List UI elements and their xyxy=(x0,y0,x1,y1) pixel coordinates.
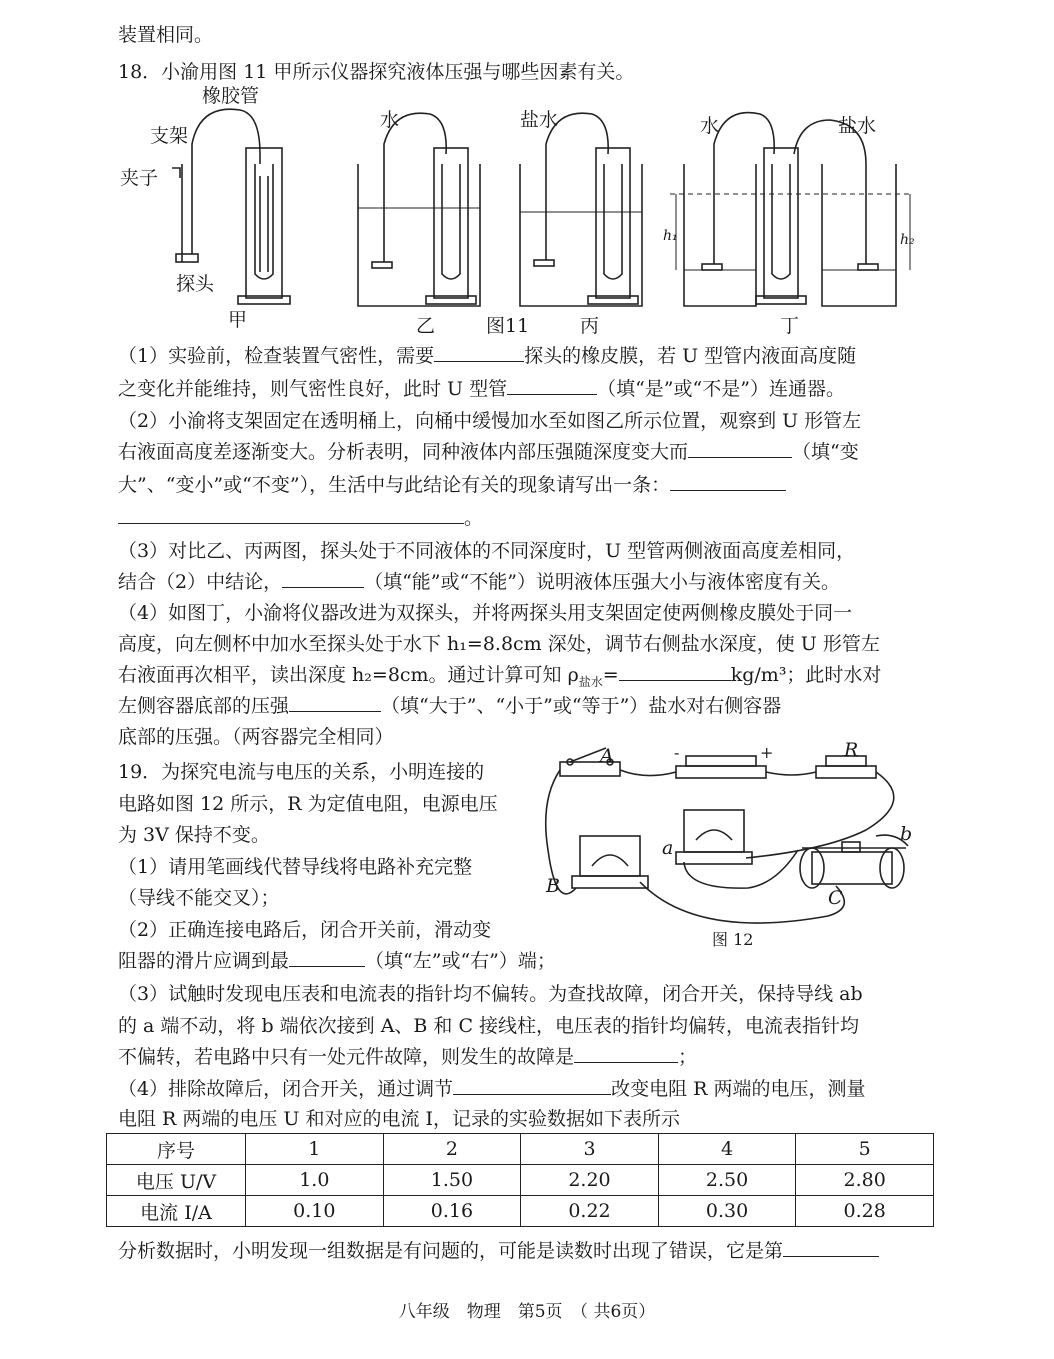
q19-part3-line3 xyxy=(118,1044,697,1070)
table-row xyxy=(107,1165,934,1196)
wire xyxy=(766,772,816,775)
table-cell: 0.16 xyxy=(383,1196,521,1227)
label-R: R xyxy=(844,740,859,761)
text: 结合（2）中结论， xyxy=(118,571,283,593)
q18-part4-line5: 底部的压强。（两容器完全相同） xyxy=(118,726,394,748)
figure12-caption: 图 12 xyxy=(712,930,754,949)
text: 不偏转，若电路中只有一处元件故障，则发生的故障是 xyxy=(118,1046,575,1068)
label-stand: 支架 xyxy=(150,125,189,147)
container-yi xyxy=(358,113,480,306)
q19-part3-line2: 的 a 端不动，将 b 端依次接到 A、B 和 C 接线柱，电压表的指针均偏转，电流表指针均 xyxy=(118,1015,860,1037)
table-cell: 电压 U/V xyxy=(107,1165,246,1196)
text: （填“变 xyxy=(792,441,859,463)
q18-part3-line1: （3）对比乙、丙两图，探头处于不同液体的不同深度时，U 型管两侧液面高度差相同， xyxy=(118,540,856,562)
label-h1: h₁ xyxy=(663,228,678,244)
container-bing xyxy=(520,113,642,306)
label-b: b xyxy=(900,823,913,845)
q19-part4-line2: 电阻 R 两端的电压 U 和对应的电流 I，记录的实验数据如下表所示 xyxy=(118,1108,681,1130)
text: 探头的橡皮膜，若 U 型管内液面高度随 xyxy=(524,345,857,367)
answer-blank-1[interactable] xyxy=(434,343,524,362)
table-cell: 序号 xyxy=(107,1134,246,1165)
q18-part2-line3 xyxy=(118,472,786,498)
answer-blank-10[interactable] xyxy=(453,1076,611,1095)
table-cell: 0.28 xyxy=(796,1196,934,1227)
table-cell: 2.20 xyxy=(521,1165,659,1196)
label-water-yi: 水 xyxy=(380,109,400,131)
text: （填“能”或“不能”）说明液体压强大小与液体密度有关。 xyxy=(364,571,840,593)
label-bing: 丙 xyxy=(580,315,600,336)
label-C: C xyxy=(828,887,843,909)
table-row xyxy=(107,1134,934,1165)
table-cell: 0.22 xyxy=(521,1196,659,1227)
table-cell: 1.0 xyxy=(246,1165,384,1196)
text: 分析数据时，小明发现一组数据是有问题的，可能是读数时出现了错误，它是第 xyxy=(118,1240,784,1262)
text: 左侧容器底部的压强 xyxy=(118,695,290,717)
label-B: B xyxy=(546,875,560,897)
text: 右液面高度差逐渐变大。分析表明，同种液体内部压强随深度变大而 xyxy=(118,441,689,463)
answer-blank-9[interactable] xyxy=(574,1044,678,1063)
text: 大”、“变小”或“不变”），生活中与此结论有关的现象请写出一条： xyxy=(118,474,671,496)
text: （1）实验前，检查装置气密性，需要 xyxy=(118,345,435,367)
answer-blank-4b[interactable] xyxy=(118,505,464,524)
q19-analysis-line xyxy=(118,1238,879,1264)
text: （填“左”或“右”）端； xyxy=(365,950,556,972)
text: ； xyxy=(678,1046,698,1068)
figure-caption: 图11 xyxy=(486,315,530,336)
q18-part1-line1 xyxy=(118,343,856,369)
label-probe: 探头 xyxy=(176,273,215,295)
text: 改变电阻 R 两端的电压，测量 xyxy=(611,1078,866,1100)
table-cell: 4 xyxy=(658,1134,796,1165)
text: （填“大于”、“小于”或“等于”）盐水对右侧容器 xyxy=(381,695,782,717)
table-cell: 2 xyxy=(383,1134,521,1165)
q18-part3-line2 xyxy=(118,569,840,595)
figure-12 xyxy=(536,740,936,952)
label-tube: 橡胶管 xyxy=(202,85,260,107)
container-ding xyxy=(670,113,910,306)
text: 之变化并能维持，则气密性良好，此时 U 型管 xyxy=(118,378,508,400)
q18-part2-line1: （2）小渝将支架固定在透明桶上，向桶中缓慢加水至如图乙所示位置，观察到 U 形管左 xyxy=(118,410,862,432)
label-plus: + xyxy=(760,743,774,762)
probe-icon xyxy=(176,254,198,262)
q19-line2: 电路如图 12 所示，R 为定值电阻，电源电压 xyxy=(118,793,498,815)
q19-part2-line2 xyxy=(118,948,556,974)
rubber-tube xyxy=(192,109,260,254)
text: 阻器的滑片应调到最 xyxy=(118,950,290,972)
label-a: a xyxy=(662,837,674,859)
answer-blank-5[interactable] xyxy=(282,569,364,588)
q19-line1: 19．为探究电流与电压的关系，小明连接的 xyxy=(118,761,485,783)
text: kg/m³；此时水对 xyxy=(730,664,882,686)
label-h2: h₂ xyxy=(900,232,915,248)
table-cell: 1.50 xyxy=(383,1165,521,1196)
table-cell: 3 xyxy=(521,1134,659,1165)
q18-part4-line4 xyxy=(118,693,781,719)
label-yi: 乙 xyxy=(416,315,436,336)
label-salt-bing: 盐水 xyxy=(520,109,559,131)
battery-icon xyxy=(676,756,766,778)
text: （4）排除故障后，闭合开关，通过调节 xyxy=(118,1078,454,1100)
q18-part2-line4 xyxy=(118,505,483,531)
table-cell: 1 xyxy=(246,1134,384,1165)
label-salt-ding: 盐水 xyxy=(838,115,877,137)
rheostat-icon xyxy=(800,842,906,888)
q19-part1-line2: （导线不能交叉）； xyxy=(118,887,280,909)
q18-part4-line1: （4）如图丁，小渝将仪器改进为双探头，并将两探头用支架固定使两侧橡皮膜处于同一 xyxy=(118,602,853,624)
q19-part4-line1 xyxy=(118,1076,865,1102)
table-cell: 2.50 xyxy=(658,1165,796,1196)
table-cell: 0.10 xyxy=(246,1196,384,1227)
label-clip: 夹子 xyxy=(120,167,159,189)
subscript: 盐水 xyxy=(578,674,603,689)
wire xyxy=(620,770,676,776)
q19-line3: 为 3V 保持不变。 xyxy=(118,824,270,846)
answer-blank-6[interactable] xyxy=(619,662,731,681)
answer-blank-11[interactable] xyxy=(783,1238,879,1257)
voltmeter-icon xyxy=(676,810,752,864)
label-ding: 丁 xyxy=(780,315,800,336)
answer-blank-3[interactable] xyxy=(688,439,792,458)
label-minus: - xyxy=(674,743,680,762)
figure-11 xyxy=(110,84,940,336)
table-cell: 电流 I/A xyxy=(107,1196,246,1227)
q18-part4-line3 xyxy=(118,662,881,695)
text: = xyxy=(602,664,619,686)
label-jia: 甲 xyxy=(228,309,248,331)
text: 右液面再次相平，读出深度 h₂=8cm。通过计算可知 ρ xyxy=(118,664,579,686)
q18-part4-line2: 高度，向左侧杯中加水至探头处于水下 h₁=8.8cm 深处，调节右侧盐水深度，使 U 形管左 xyxy=(118,633,880,655)
wire xyxy=(684,850,798,888)
answer-blank-2[interactable] xyxy=(507,376,597,395)
text: （填“是”或“不是”）连通器。 xyxy=(597,378,845,400)
data-table xyxy=(106,1133,934,1227)
label-water-ding: 水 xyxy=(700,115,720,137)
ammeter-icon xyxy=(572,836,648,888)
q18-title: 18．小渝用图 11 甲所示仪器探究液体压强与哪些因素有关。 xyxy=(118,61,635,83)
answer-blank-4[interactable] xyxy=(670,472,786,491)
text: 。 xyxy=(464,507,484,529)
q18-part1-line2 xyxy=(118,376,845,402)
wire xyxy=(746,772,894,858)
table-cell: 5 xyxy=(796,1134,934,1165)
clip-icon xyxy=(172,168,180,178)
table-cell: 2.80 xyxy=(796,1165,934,1196)
q19-part3-line1: （3）试触时发现电压表和电流表的指针均不偏转。为查找故障，闭合开关，保持导线 ab xyxy=(118,983,863,1005)
table-cell: 0.30 xyxy=(658,1196,796,1227)
continued-text: 装置相同。 xyxy=(118,24,214,46)
answer-blank-8[interactable] xyxy=(289,948,365,967)
q19-part2-line1: （2）正确连接电路后，闭合开关前，滑动变 xyxy=(118,919,492,941)
page-footer: 八年级 物理 第5页 （ 共6页） xyxy=(398,1302,656,1322)
q18-part2-line2 xyxy=(118,439,859,465)
table-row xyxy=(107,1196,934,1227)
q19-part1-line1: （1）请用笔画线代替导线将电路补充完整 xyxy=(118,856,473,878)
label-A: A xyxy=(600,745,614,767)
answer-blank-7[interactable] xyxy=(289,693,381,712)
u-tube-jia xyxy=(238,148,290,304)
